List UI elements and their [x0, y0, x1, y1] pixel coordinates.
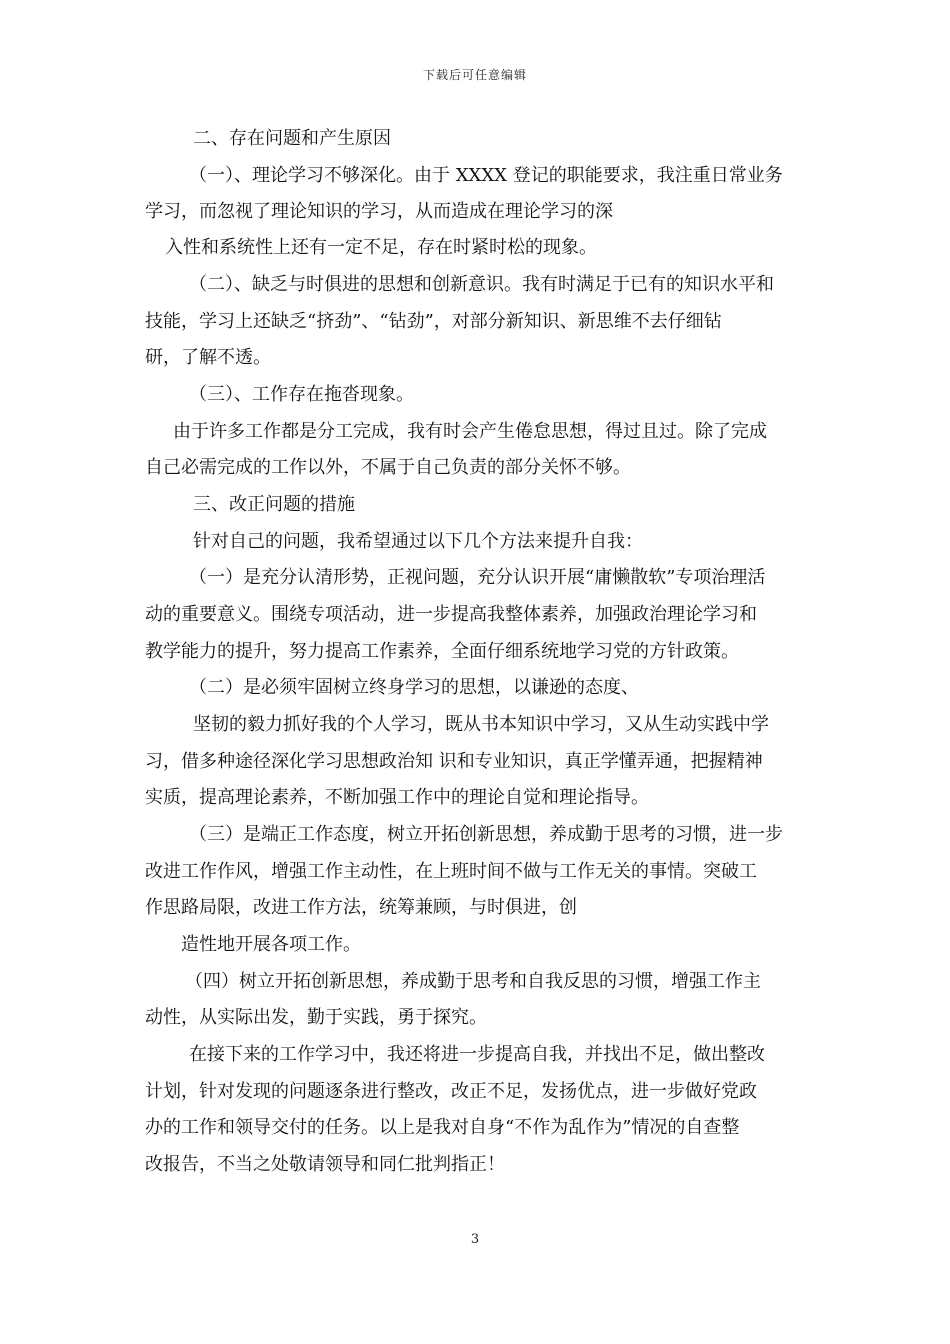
paragraph-line: 动性，从实际出发，勤于实践，勇于探究。 [145, 1007, 487, 1028]
paragraph-line: 作思路局限，改进工作方法，统筹兼顾，与时俱进，创 [145, 897, 577, 918]
paragraph-line: 办的工作和领导交付的任务。以上是我对自身“不作为乱作为”情况的自查整 [145, 1117, 740, 1138]
section-heading-problems: 二、存在问题和产生原因 [193, 128, 391, 149]
paragraph-line: 动的重要意义。围绕专项活动，进一步提高我整体素养，加强政治理论学习和 [145, 604, 757, 625]
section-heading-measures: 三、改正问题的措施 [193, 494, 355, 515]
paragraph-line: 习，借多种途径深化学习思想政治知 识和专业知识，真正学懂弄通，把握精神 [145, 751, 763, 772]
paragraph-line: （二）是必须牢固树立终身学习的思想，以谦逊的态度、 [189, 677, 639, 698]
paragraph-line: 实质，提高理论素养，不断加强工作中的理论自觉和理论指导。 [145, 787, 649, 808]
paragraph-line: 由于许多工作都是分工完成，我有时会产生倦怠思想，得过且过。除了完成 [173, 421, 767, 442]
paragraph-line: 改报告，不当之处敬请领导和同仁批判指正！ [145, 1154, 505, 1175]
paragraph-line: 针对自己的问题，我希望通过以下几个方法来提升自我： [193, 531, 643, 552]
paragraph-line: （三）是端正工作态度，树立开拓创新思想，养成勤于思考的习惯，进一步 [189, 824, 783, 845]
paragraph-line: 坚韧的毅力抓好我的个人学习，既从书本知识中学习，又从生动实践中学 [193, 714, 769, 735]
paragraph-line: 自己必需完成的工作以外，不属于自己负责的部分关怀不够。 [145, 457, 631, 478]
paragraph-line: （一）、理论学习不够深化。由于 XXXX 登记的职能要求，我注重日常业务 [189, 165, 783, 186]
paragraph-line: 教学能力的提升，努力提高工作素养，全面仔细系统地学习党的方针政策。 [145, 641, 739, 662]
paragraph-line: （四）树立开拓创新思想，养成勤于思考和自我反思的习惯，增强工作主 [185, 971, 761, 992]
paragraph-line: 改进工作作风，增强工作主动性，在上班时间不做与工作无关的事情。突破工 [145, 861, 757, 882]
paragraph-line: （二）、缺乏与时俱进的思想和创新意识。我有时满足于已有的知识水平和 [189, 274, 774, 295]
paragraph-line: 技能，学习上还缺乏“挤劲”、“钻劲”，对部分新知识、新思维不去仔细钻 [145, 311, 722, 332]
page-number: 3 [470, 1232, 480, 1247]
paragraph-line: 学习，而忽视了理论知识的学习，从而造成在理论学习的深 [145, 201, 613, 222]
page-header-note: 下载后可任意编辑 [422, 68, 527, 82]
paragraph-line: 计划，针对发现的问题逐条进行整改，改正不足，发扬优点，进一步做好党政 [145, 1081, 757, 1102]
paragraph-line: 在接下来的工作学习中，我还将进一步提高自我，并找出不足，做出整改 [189, 1044, 765, 1065]
paragraph-line: 研，了解不透。 [145, 347, 271, 368]
paragraph-line: 入性和系统性上还有一定不足，存在时紧时松的现象。 [165, 237, 597, 258]
paragraph-line: （三）、工作存在拖沓现象。 [189, 384, 414, 405]
paragraph-line: （一）是充分认清形势，正视问题，充分认识开展“庸懒散软”专项治理活 [189, 567, 766, 588]
paragraph-line: 造性地开展各项工作。 [181, 934, 361, 955]
